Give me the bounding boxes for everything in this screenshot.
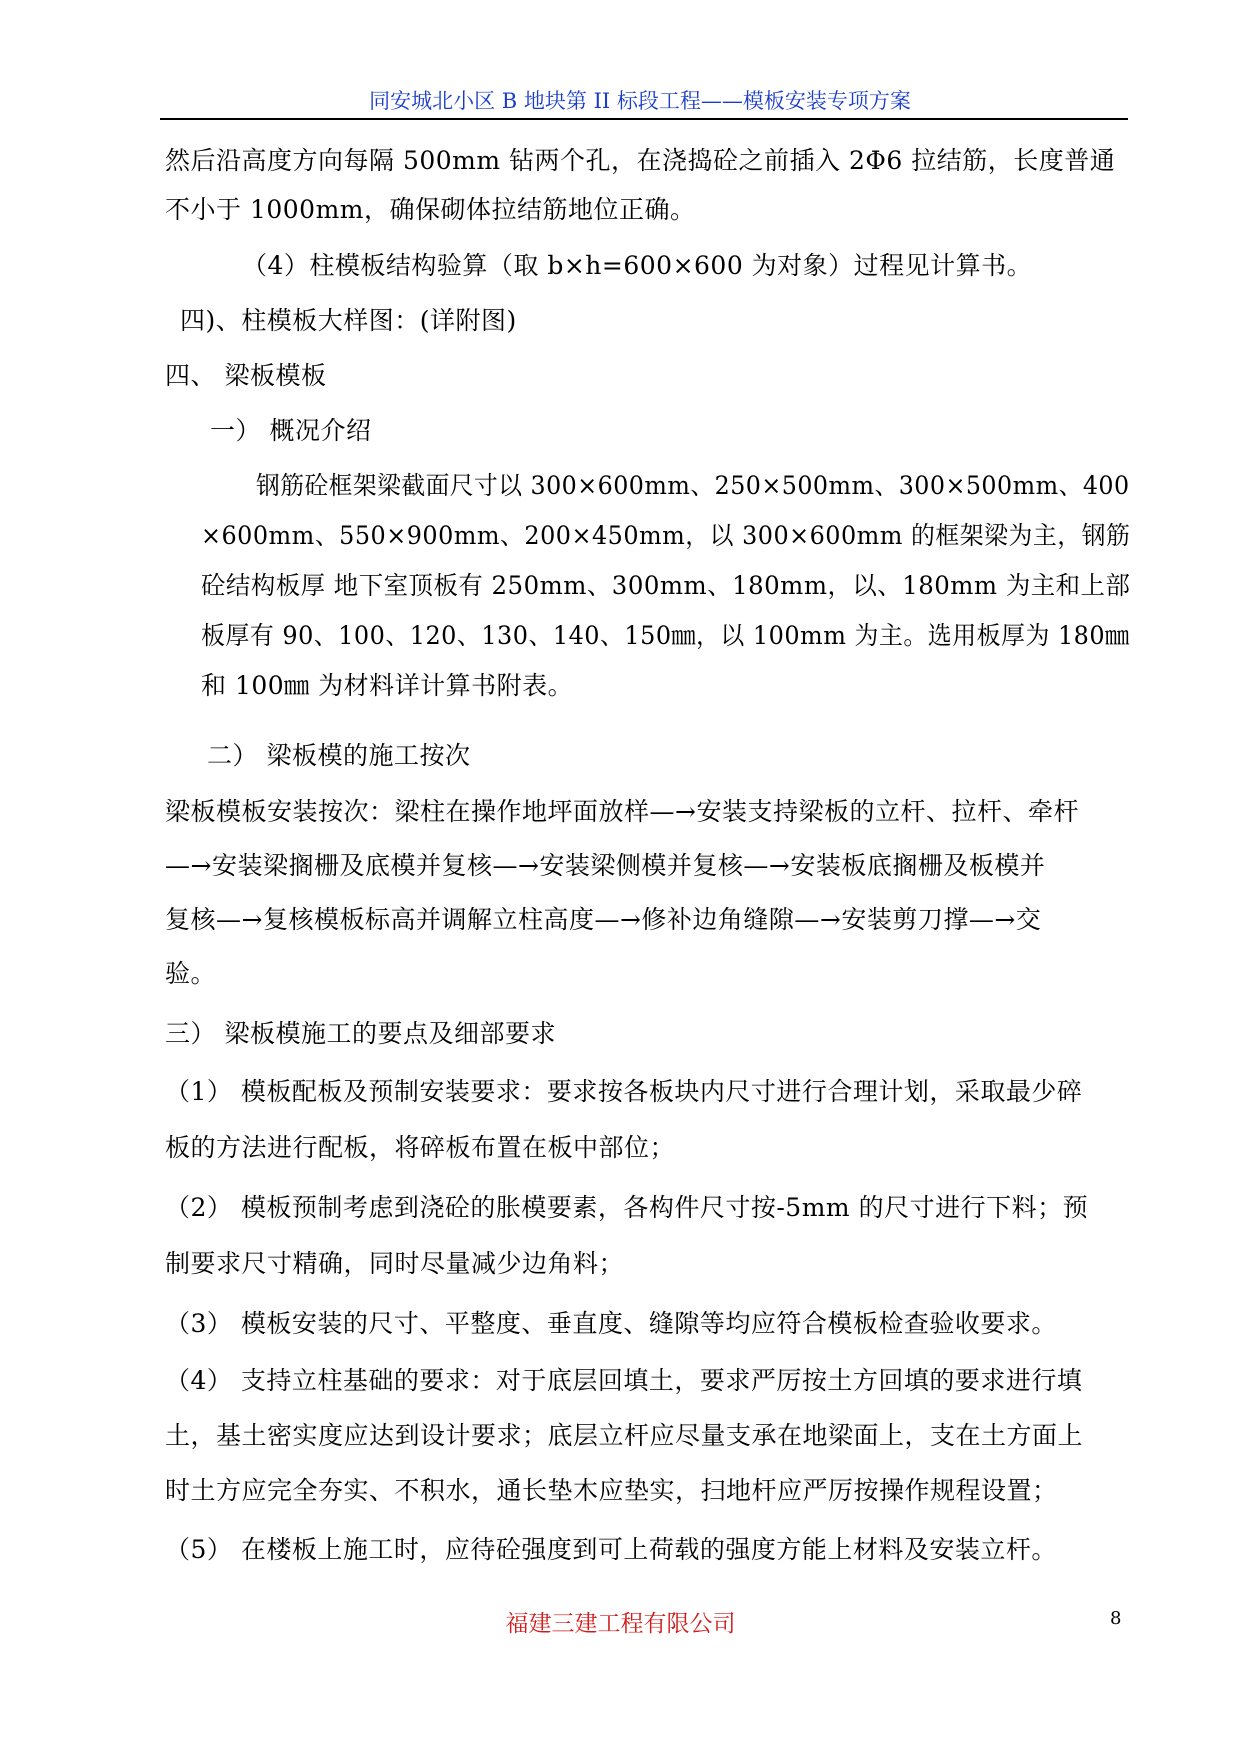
list-item: （5） 在楼板上施工时，应待砼强度到可上荷载的强度方能上材料及安装立杆。 [165, 1535, 1057, 1564]
body-line: 板的方法进行配板，将碎板布置在板中部位； [165, 1133, 676, 1162]
page-number: 8 [1110, 1608, 1122, 1629]
header-divider [160, 118, 1128, 120]
body-line: （4）柱模板结构验算（取 b×h=600×600 为对象）过程见计算书。 [242, 251, 1033, 280]
body-line: 时土方应完全夯实、不积水，通长垫木应垫实，扫地杆应严厉按操作规程设置； [165, 1476, 1058, 1505]
body-line: 然后沿高度方向每隔 500mm 钻两个孔，在浇捣砼之前插入 2Φ6 拉结筋，长度普通 [165, 146, 1116, 175]
body-line: 板厚有 90、100、120、130、140、150㎜，以 100mm 为主。选用板厚为 180㎜ [201, 621, 1130, 650]
body-line: 制要求尺寸精确，同时尽量减少边角料； [165, 1249, 625, 1278]
subsection-heading: 一） 概况介绍 [210, 416, 372, 445]
body-line: 复核—→复核模板标高并调解立柱高度—→修补边角缝隙—→安装剪刀撑—→交 [165, 905, 1042, 934]
subsection-heading: 二） 梁板模的施工按次 [207, 741, 471, 770]
body-line: 和 100㎜ 为材料详计算书附表。 [201, 671, 574, 700]
body-line: 钢筋砼框架梁截面尺寸以 300×600mm、250×500mm、300×500mm、400 [256, 471, 1130, 500]
section-heading: 四)、柱模板大样图：(详附图) [180, 306, 517, 335]
subsection-heading: 三） 梁板模施工的要点及细部要求 [165, 1019, 556, 1048]
page-header-title: 同安城北小区 B 地块第 II 标段工程——模板安装专项方案 [369, 89, 911, 113]
list-item: （1） 模板配板及预制安装要求：要求按各板块内尺寸进行合理计划，采取最少碎 [165, 1077, 1083, 1106]
list-item: （2） 模板预制考虑到浇砼的胀模要素，各构件尺寸按-5mm 的尺寸进行下料；预 [165, 1193, 1089, 1222]
section-heading: 四、 梁板模板 [165, 361, 327, 390]
body-line: 梁板模板安装按次：梁柱在操作地坪面放样—→安装支持梁板的立杆、拉杆、牵杆 [165, 797, 1079, 826]
body-line: 土，基土密实度应达到设计要求；底层立杆应尽量支承在地梁面上，支在土方面上 [165, 1421, 1084, 1450]
body-line: ×600mm、550×900mm、200×450mm，以 300×600mm 的框架梁为主，钢筋 [201, 521, 1131, 550]
body-line: —→安装梁搁栅及底模并复核—→安装梁侧模并复核—→安装板底搁栅及板模并 [165, 851, 1046, 880]
body-line: 砼结构板厚 地下室顶板有 250mm、300mm、180mm，以、180mm 为主和上部 [201, 571, 1131, 600]
list-item: （4） 支持立柱基础的要求：对于底层回填土，要求严厉按土方回填的要求进行填 [165, 1366, 1083, 1395]
body-line: 不小于 1000mm，确保砌体拉结筋地位正确。 [165, 195, 696, 224]
list-item: （3） 模板安装的尺寸、平整度、垂直度、缝隙等均应符合模板检查验收要求。 [165, 1309, 1057, 1338]
body-line: 验。 [165, 959, 217, 988]
footer-company: 福建三建工程有限公司 [505, 1611, 736, 1637]
